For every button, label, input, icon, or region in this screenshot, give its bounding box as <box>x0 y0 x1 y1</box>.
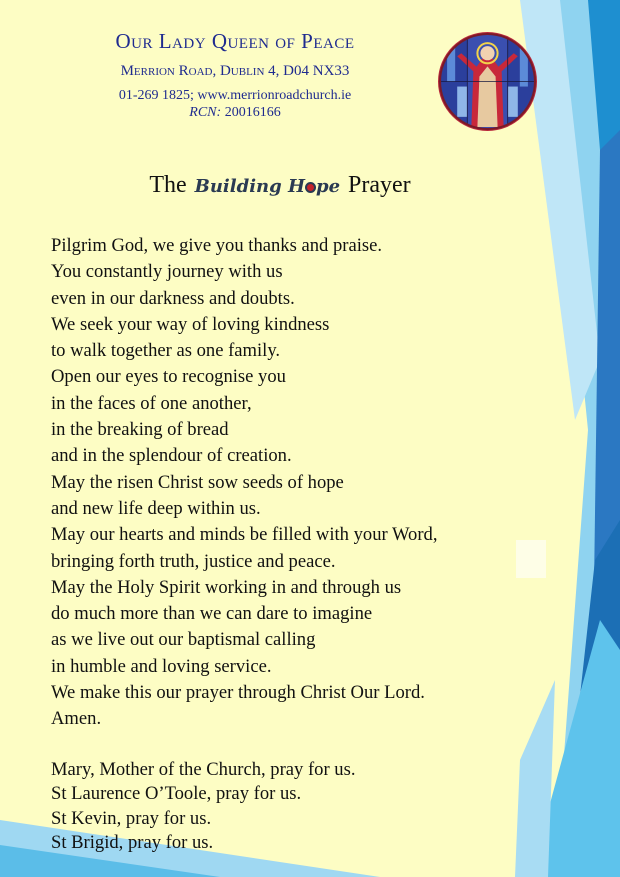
prayer-line: do much more than we can dare to imagine <box>51 603 373 625</box>
prayer-line: Pilgrim God, we give you thanks and praise. <box>51 235 383 256</box>
prayer-line: and in the splendour of creation. <box>51 445 292 467</box>
prayer-line: and new life deep within us. <box>51 497 261 519</box>
church-rcn <box>40 104 430 121</box>
invocations <box>51 758 355 855</box>
prayer-line: in humble and loving service. <box>51 655 272 677</box>
prayer-line: in the faces of one another, <box>51 392 252 414</box>
prayer-line: in the breaking of bread <box>51 419 229 441</box>
rcn-label: RCN: <box>189 105 222 120</box>
church-address: Merrion Road, Dublin 4, D04 NX33 <box>120 63 350 79</box>
prayer-line: We seek your way of loving kindness <box>51 313 330 335</box>
building-hope-logo <box>193 176 342 197</box>
prayer-line: May our hearts and minds be filled with your Word, <box>51 524 438 546</box>
rcn-number: 20016166 <box>224 105 281 120</box>
brand-text-2: pe <box>315 176 341 197</box>
prayer-line: as we live out our baptismal calling <box>51 629 316 651</box>
prayer-line: Amen. <box>51 708 102 730</box>
prayer-line: May the risen Christ sow seeds of hope <box>51 471 344 493</box>
church-header <box>40 28 430 121</box>
title-suffix: Prayer <box>348 172 411 198</box>
church-name: Our Lady Queen of Peace <box>115 29 355 53</box>
hope-dot-icon <box>305 182 316 193</box>
prayer-line: We make this our prayer through Christ Our Lord. <box>51 682 425 704</box>
invocation-line: Mary, Mother of the Church, pray for us. <box>51 759 356 780</box>
prayer-line: You constantly journey with us <box>51 261 283 283</box>
prayer-line: to walk together as one family. <box>51 340 281 362</box>
title-prefix: The <box>149 172 187 198</box>
invocation-line: St Laurence O’Toole, pray for us. <box>51 783 302 805</box>
prayer-line: even in our darkness and doubts. <box>51 287 295 309</box>
stained-glass-window-image <box>437 31 538 132</box>
prayer-body <box>51 233 438 733</box>
church-contact: 01-269 1825; www.merrionroadchurch.ie <box>118 88 352 103</box>
invocation-line: St Kevin, pray for us. <box>51 807 212 829</box>
prayer-title <box>100 172 460 199</box>
prayer-line: bringing forth truth, justice and peace. <box>51 550 336 572</box>
prayer-line: May the Holy Spirit working in and through us <box>51 576 402 598</box>
brand-text-1: Building H <box>194 176 305 197</box>
prayer-line: Open our eyes to recognise you <box>51 366 286 388</box>
invocation-line: St Brigid, pray for us. <box>51 831 214 853</box>
